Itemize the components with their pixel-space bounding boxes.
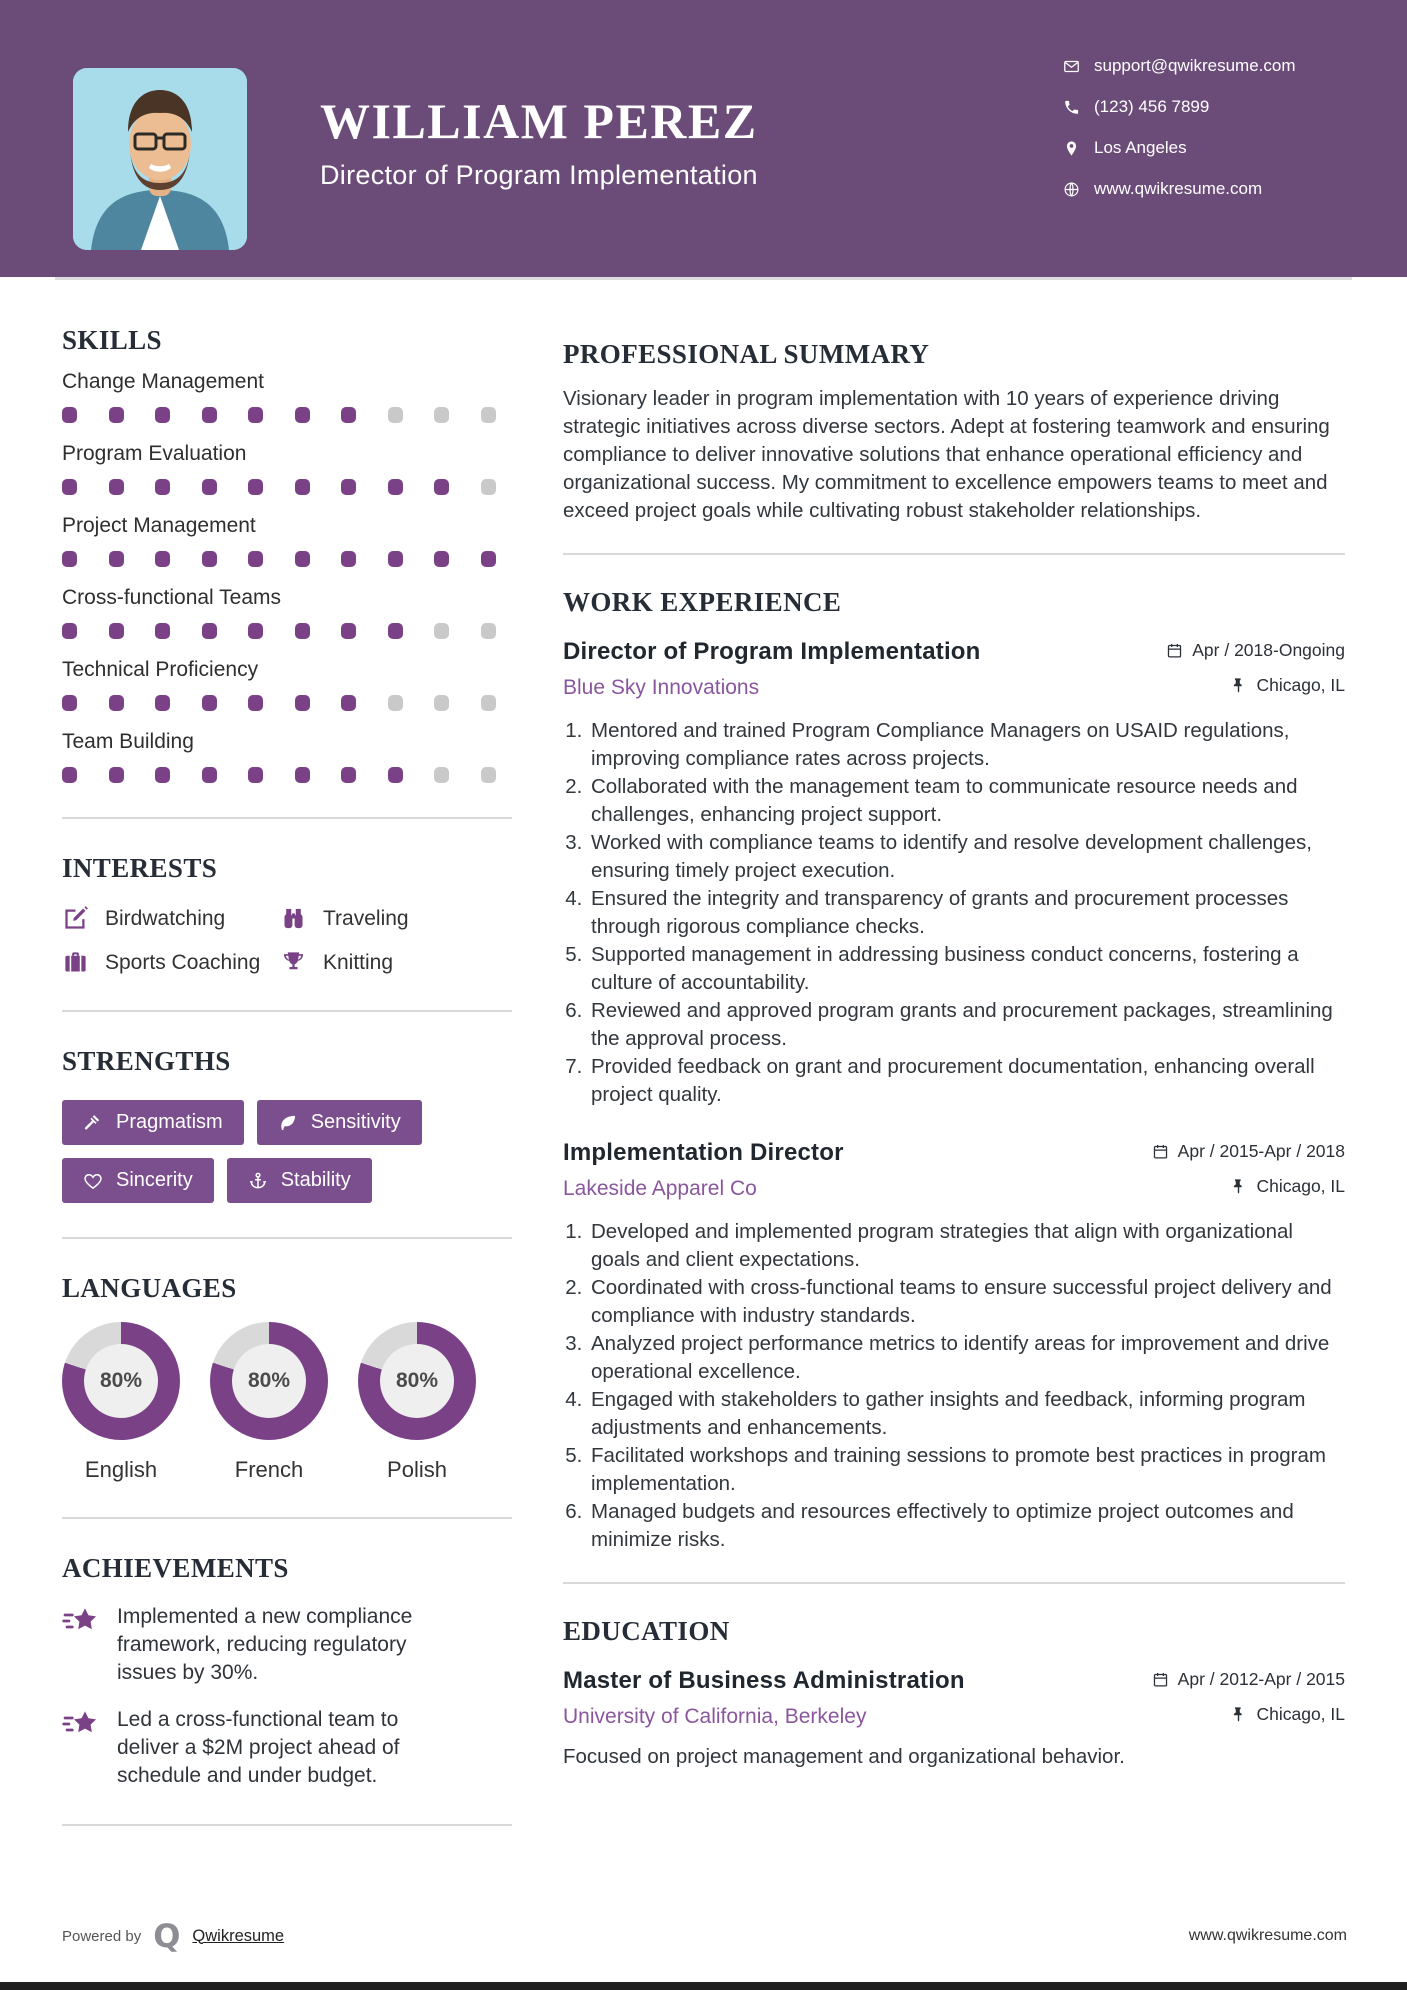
jobs-list — [563, 638, 1345, 1554]
skill-dot — [62, 407, 77, 423]
skill-dot — [341, 623, 356, 639]
skill-item — [62, 730, 512, 783]
job-entry — [563, 638, 1345, 1109]
language-label: English — [84, 1457, 158, 1482]
skill-dot — [248, 551, 263, 567]
skill-dot — [341, 767, 356, 783]
experience-heading: WORK EXPERIENCE — [563, 587, 842, 617]
skill-label: Program Evaluation — [62, 442, 247, 465]
school-name: University of California, Berkeley — [563, 1705, 867, 1728]
skill-dot — [248, 479, 263, 495]
header-shadow-line — [55, 277, 1352, 280]
job-date-text: Apr / 2015-Apr / 2018 — [1177, 1141, 1345, 1161]
education-note: Focused on project management and organizational behavior. — [563, 1745, 1125, 1768]
skill-dots — [62, 551, 512, 567]
skill-dot — [295, 623, 310, 639]
skill-dot — [388, 407, 403, 423]
content — [0, 277, 1407, 1860]
strength-label: Pragmatism — [116, 1111, 223, 1133]
skill-dot — [295, 695, 310, 711]
achievement-item — [62, 1603, 512, 1687]
skill-dot — [434, 551, 449, 567]
education-entry — [563, 1667, 1345, 1769]
skill-dots — [62, 407, 512, 423]
contact-label: support@qwikresume.com — [1094, 56, 1296, 75]
languages-heading: LANGUAGES — [62, 1273, 237, 1303]
skill-dot — [481, 407, 496, 423]
right-column — [563, 277, 1345, 1769]
language-percent: 80% — [380, 1344, 454, 1418]
summary-heading: PROFESSIONAL SUMMARY — [563, 339, 930, 369]
interest-item — [62, 949, 280, 976]
pushpin-icon — [1230, 677, 1247, 694]
education-section — [563, 1616, 1345, 1769]
skill-label: Project Management — [62, 514, 256, 537]
job-subheader-row — [563, 1176, 1345, 1201]
experience-section — [563, 587, 1345, 1554]
job-location — [1230, 675, 1345, 696]
skill-dot — [434, 407, 449, 423]
leaf-icon — [278, 1113, 298, 1133]
skill-label: Cross-functional Teams — [62, 586, 282, 609]
language-item — [358, 1322, 476, 1483]
skill-dot — [155, 695, 170, 711]
achievement-item — [62, 1706, 512, 1790]
strength-badge — [62, 1100, 244, 1145]
skill-dot — [109, 479, 124, 495]
divider — [62, 1237, 512, 1239]
strength-label: Stability — [280, 1169, 351, 1191]
skill-dot — [109, 623, 124, 639]
skill-dot — [248, 767, 263, 783]
skill-dot — [202, 767, 217, 783]
skill-dot — [202, 479, 217, 495]
job-header-row — [563, 638, 1345, 666]
skill-dot — [202, 695, 217, 711]
skill-dot — [341, 695, 356, 711]
language-percent: 80% — [232, 1344, 306, 1418]
job-location — [1230, 1176, 1345, 1197]
language-label: Polish — [387, 1457, 447, 1482]
skill-dot — [109, 407, 124, 423]
interest-item — [280, 949, 512, 976]
skill-dot — [388, 623, 403, 639]
skill-dot — [481, 623, 496, 639]
shooting-star-icon — [62, 1605, 100, 1637]
phone-icon — [1063, 99, 1080, 116]
skill-dot — [295, 407, 310, 423]
divider — [563, 1582, 1345, 1584]
summary-section — [563, 339, 1345, 525]
job-location-text: Chicago, IL — [1256, 1176, 1345, 1196]
contact-item — [1063, 138, 1296, 158]
achievements-list — [62, 1603, 512, 1790]
summary-text: Visionary leader in program implementation with 10 years of experience driving strategic initiatives across diverse sectors. Adept at fostering teamwork and ensuring compliance to deliver innovative solutions that enhance operational efficiency and organizational success. My commitment to excellence empowers teams to meet and exceed project goals while cultivating robust stakeholder relationships. — [563, 387, 1330, 522]
skill-dot — [155, 623, 170, 639]
pencil-square-icon — [62, 905, 89, 932]
skill-dot — [295, 767, 310, 783]
job-title: Implementation Director — [563, 1139, 844, 1166]
job-bullet: 5. Facilitated workshops and training sessions to promote best practices in program implementation. — [588, 1442, 1345, 1498]
languages-row — [62, 1322, 512, 1483]
heart-icon — [83, 1171, 103, 1191]
skill-dots — [62, 767, 512, 783]
skill-item — [62, 586, 512, 639]
job-bullet: 5. Supported management in addressing business conduct concerns, fostering a culture of accountability. — [588, 941, 1345, 997]
strengths-badges — [62, 1100, 512, 1203]
skill-dot — [202, 407, 217, 423]
skill-item — [62, 442, 512, 495]
skill-item — [62, 370, 512, 423]
contact-label: www.qwikresume.com — [1094, 179, 1263, 198]
skill-dot — [481, 767, 496, 783]
language-item — [62, 1322, 180, 1483]
contact-item[interactable] — [1063, 97, 1296, 117]
identity-block — [320, 93, 758, 191]
strengths-section — [62, 1046, 512, 1203]
calendar-icon — [1152, 1671, 1169, 1688]
job-bullet: 4. Engaged with stakeholders to gather insights and feedback, informing program adjustments and enhancements. — [588, 1386, 1345, 1442]
skill-dot — [62, 695, 77, 711]
calendar-icon — [1166, 642, 1183, 659]
company-name: Blue Sky Innovations — [563, 676, 760, 699]
left-column — [62, 277, 512, 1860]
interest-item — [280, 905, 512, 932]
skill-dot — [202, 551, 217, 567]
contact-list — [1063, 56, 1296, 199]
strengths-heading: STRENGTHS — [62, 1046, 231, 1076]
trophy-icon — [280, 949, 307, 976]
skill-dot — [388, 767, 403, 783]
skills-heading: SKILLS — [62, 325, 162, 355]
shooting-star-icon — [62, 1708, 100, 1740]
person-name: WILLIAM PEREZ — [320, 93, 758, 149]
education-heading: EDUCATION — [563, 1616, 730, 1646]
skill-dot — [109, 767, 124, 783]
skill-dot — [388, 695, 403, 711]
pushpin-icon — [1230, 1706, 1247, 1723]
achievement-text: Implemented a new compliance framework, reducing regulatory issues by 30%. — [117, 1605, 413, 1684]
calendar-icon — [1152, 1143, 1169, 1160]
skill-dot — [248, 695, 263, 711]
contact-item[interactable] — [1063, 179, 1296, 199]
profile-photo-illustration — [73, 68, 247, 250]
language-label: French — [234, 1457, 304, 1482]
education-date: Apr / 2012-Apr / 2015 — [1152, 1669, 1345, 1690]
job-bullet: 6. Managed budgets and resources effectively to optimize project outcomes and minimize risks. — [588, 1498, 1345, 1554]
skill-dot — [62, 623, 77, 639]
skill-label: Team Building — [62, 730, 194, 753]
language-percent: 80% — [84, 1344, 158, 1418]
skill-label: Change Management — [62, 370, 264, 393]
job-bullet: 4. Ensured the integrity and transparency of grants and procurement processes through rigorous compliance checks. — [588, 885, 1345, 941]
skill-dot — [155, 551, 170, 567]
achievements-section — [62, 1553, 512, 1790]
skill-dot — [248, 407, 263, 423]
skill-dot — [341, 479, 356, 495]
strength-label: Sincerity — [116, 1169, 193, 1191]
briefcase-icon — [62, 949, 89, 976]
skill-dot — [481, 479, 496, 495]
skill-dot — [481, 695, 496, 711]
language-donut-chart — [210, 1322, 328, 1440]
achievements-heading: ACHIEVEMENTS — [62, 1553, 289, 1583]
skill-dot — [341, 551, 356, 567]
skill-dot — [388, 551, 403, 567]
company-name: Lakeside Apparel Co — [563, 1177, 757, 1200]
job-bullet: 2. Coordinated with cross-functional teams to ensure successful project delivery and compliance with industry standards. — [588, 1274, 1345, 1330]
languages-section — [62, 1273, 512, 1483]
skill-dot — [155, 407, 170, 423]
footer-brand-group — [62, 1917, 285, 1955]
interests-section — [62, 853, 512, 976]
skill-dot — [155, 767, 170, 783]
contact-label: Los Angeles — [1094, 138, 1187, 157]
language-donut-chart — [358, 1322, 476, 1440]
skill-dots — [62, 623, 512, 639]
skill-dot — [434, 767, 449, 783]
qwikresume-link[interactable]: Qwikresume — [192, 1926, 285, 1945]
binoculars-icon — [280, 905, 307, 932]
job-bullet: 6. Reviewed and approved program grants and procurement packages, streamlining the approval process. — [588, 997, 1345, 1053]
skill-dot — [341, 407, 356, 423]
job-date — [1166, 640, 1345, 661]
language-donut-chart — [62, 1322, 180, 1440]
skill-dot — [295, 479, 310, 495]
strength-label: Sensitivity — [310, 1111, 401, 1133]
skill-dot — [62, 551, 77, 567]
footer-site-url: www.qwikresume.com — [1188, 1927, 1347, 1944]
interest-label: Birdwatching — [105, 906, 226, 930]
gavel-icon — [83, 1113, 103, 1133]
job-bullet: 1. Mentored and trained Program Compliance Managers on USAID regulations, improving compliance rates across projects. — [588, 717, 1345, 773]
skills-section — [62, 325, 512, 783]
divider — [62, 817, 512, 819]
skill-dot — [109, 551, 124, 567]
contact-item[interactable] — [1063, 56, 1296, 76]
skills-list — [62, 370, 512, 783]
interest-label: Knitting — [323, 950, 394, 974]
powered-by-label: Powered by — [62, 1927, 142, 1945]
job-bullet: 7. Provided feedback on grant and procurement documentation, enhancing overall project quality. — [588, 1053, 1345, 1109]
job-bullet: 3. Worked with compliance teams to identify and resolve development challenges, ensuring timely project execution. — [588, 829, 1345, 885]
bottom-edge-bar — [0, 1982, 1407, 1990]
degree-title: Master of Business Administration — [563, 1667, 965, 1694]
job-date — [1152, 1141, 1345, 1162]
skill-label: Technical Proficiency — [62, 658, 259, 681]
profile-photo — [73, 68, 247, 250]
job-date-text: Apr / 2018-Ongoing — [1192, 640, 1345, 660]
skill-dot — [434, 695, 449, 711]
skill-dot — [202, 623, 217, 639]
job-entry — [563, 1139, 1345, 1554]
strength-badge — [62, 1158, 214, 1203]
divider — [563, 553, 1345, 555]
job-bullet-list — [563, 1218, 1345, 1554]
interests-grid — [62, 905, 512, 976]
skill-item — [62, 658, 512, 711]
skill-dot — [434, 623, 449, 639]
job-bullet-list — [563, 717, 1345, 1109]
skill-dots — [62, 479, 512, 495]
job-location-text: Chicago, IL — [1256, 675, 1345, 695]
skill-dot — [388, 479, 403, 495]
qwikresume-logo-icon: Q — [153, 1917, 181, 1955]
interest-label: Sports Coaching — [105, 950, 261, 974]
contact-label: (123) 456 7899 — [1094, 97, 1210, 116]
job-bullet: 3. Analyzed project performance metrics to identify areas for improvement and drive operational excellence. — [588, 1330, 1345, 1386]
divider — [62, 1010, 512, 1012]
footer — [62, 1917, 1347, 1955]
divider — [62, 1517, 512, 1519]
pin-icon — [1063, 140, 1080, 157]
skill-dot — [109, 695, 124, 711]
job-header-row — [563, 1139, 1345, 1167]
skill-dot — [62, 767, 77, 783]
language-item — [210, 1322, 328, 1483]
strength-badge — [257, 1100, 422, 1145]
skill-dot — [481, 551, 496, 567]
job-title: Director of Program Implementation — [563, 638, 981, 665]
strength-badge — [227, 1158, 372, 1203]
pushpin-icon — [1230, 1178, 1247, 1195]
globe-icon — [1063, 181, 1080, 198]
interests-heading: INTERESTS — [62, 853, 218, 883]
person-title: Director of Program Implementation — [320, 160, 758, 190]
education-location: Chicago, IL — [1230, 1704, 1345, 1725]
job-bullet: 1. Developed and implemented program strategies that align with organizational goals and client expectations. — [588, 1218, 1345, 1274]
job-bullet: 2. Collaborated with the management team to communicate resource needs and challenges, enhancing project support. — [588, 773, 1345, 829]
anchor-icon — [248, 1171, 268, 1191]
achievement-text: Led a cross-functional team to deliver a $2M project ahead of schedule and under budget. — [117, 1708, 400, 1787]
skill-dot — [295, 551, 310, 567]
skill-dot — [62, 479, 77, 495]
envelope-icon — [1063, 58, 1080, 75]
interest-label: Traveling — [323, 906, 409, 930]
header — [0, 0, 1407, 277]
skill-dot — [248, 623, 263, 639]
skill-dots — [62, 695, 512, 711]
skill-dot — [434, 479, 449, 495]
job-subheader-row — [563, 675, 1345, 700]
interest-item — [62, 905, 280, 932]
skill-dot — [155, 479, 170, 495]
divider — [62, 1824, 512, 1826]
skill-item — [62, 514, 512, 567]
